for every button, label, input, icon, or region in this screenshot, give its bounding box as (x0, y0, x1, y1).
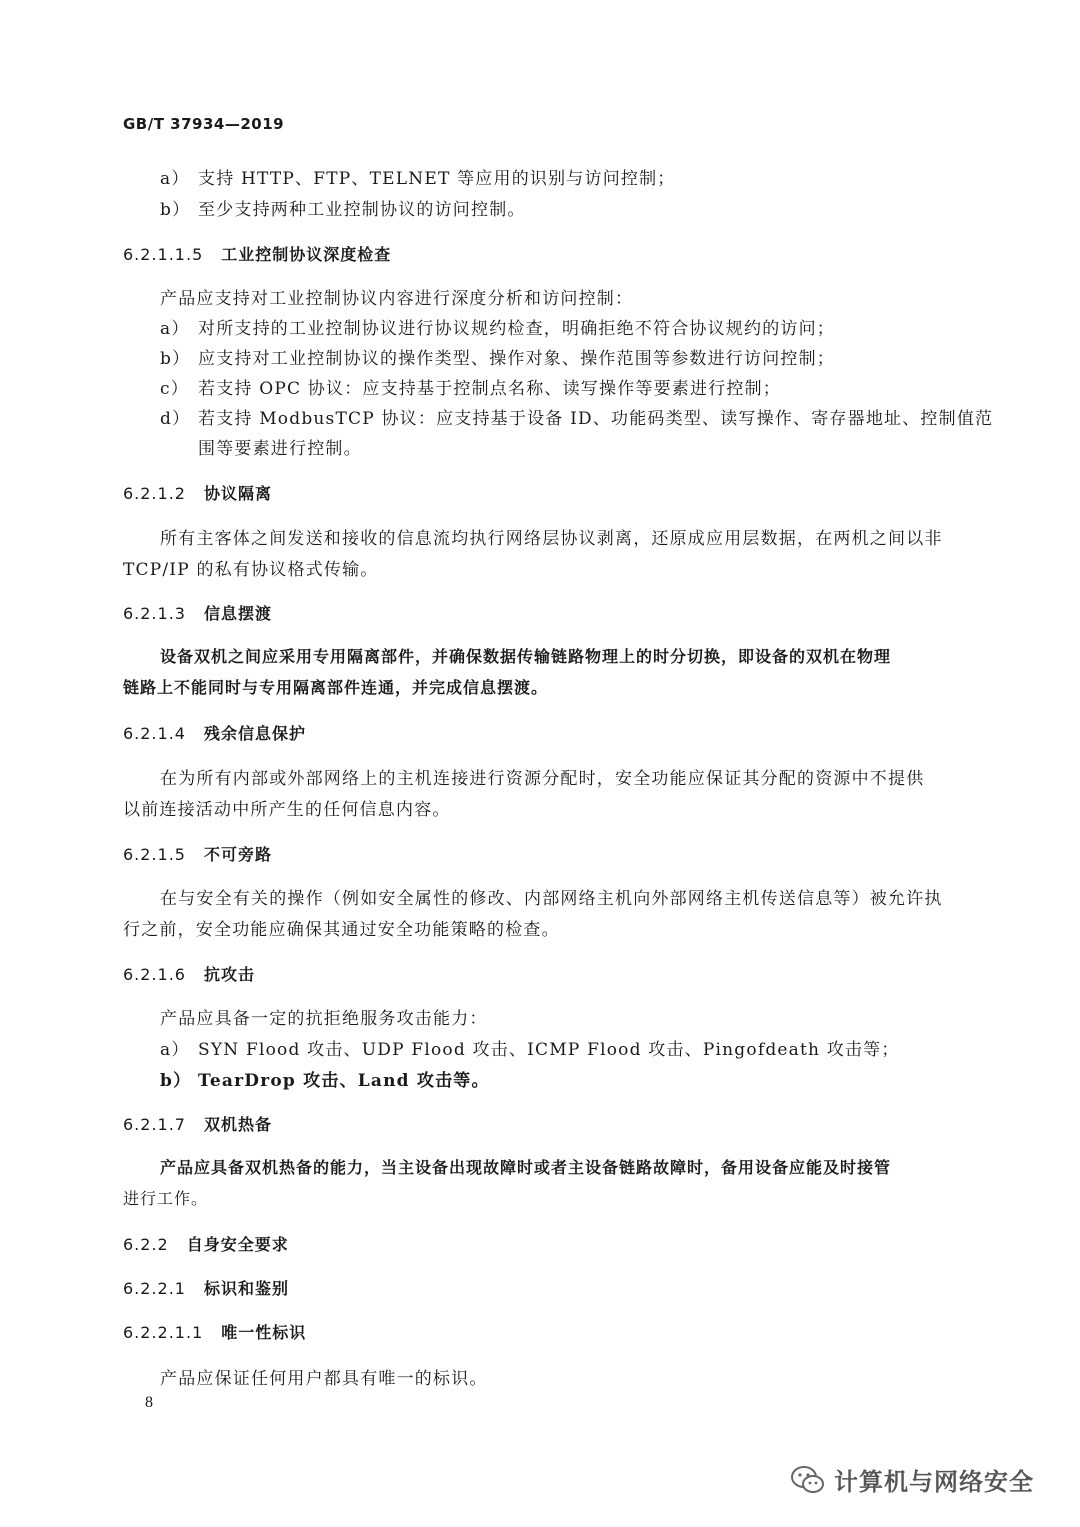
section-number: 6.2.2 (123, 1235, 169, 1254)
paragraph: 产品应保证任何用户都具有唯一的标识。 (160, 1369, 488, 1389)
section-title: 信息摆渡 (203, 604, 272, 623)
list-item (160, 344, 835, 369)
paragraph: 设备双机之间应采用专用隔离部件，并确保数据传输链路物理上的时分切换，即设备的双机在物理 (160, 647, 892, 666)
watermark (790, 1462, 1034, 1497)
list-item (160, 374, 781, 399)
section-heading (123, 601, 272, 624)
section-title: 自身安全要求 (186, 1235, 289, 1254)
section-heading (123, 1112, 272, 1135)
list-item-label: a） (160, 1040, 190, 1060)
list-item-continuation: 围等要素进行控制。 (198, 439, 362, 459)
section-number: 6.2.1.5 (123, 845, 186, 864)
list-item-label: b） (160, 200, 191, 220)
list-item-label: d） (160, 409, 191, 429)
section-title: 抗攻击 (203, 965, 255, 984)
paragraph-continuation: 以前连接活动中所产生的任何信息内容。 (123, 800, 451, 820)
page-number: 8 (145, 1394, 153, 1411)
section-number: 6.2.1.1.5 (123, 245, 204, 264)
section-title: 协议隔离 (203, 484, 272, 503)
list-item-text: 支持 HTTP、FTP、TELNET 等应用的识别与访问控制； (198, 169, 676, 189)
paragraph: 产品应具备双机热备的能力，当主设备出现故障时或者主设备链路故障时，备用设备应能及时接管 (160, 1158, 892, 1177)
section-title: 标识和鉴别 (203, 1279, 289, 1298)
wechat-icon (790, 1465, 826, 1495)
section-number: 6.2.1.4 (123, 724, 186, 743)
list-item-label: a） (160, 169, 190, 189)
watermark-text: 计算机与网络安全 (834, 1468, 1034, 1496)
section-heading (123, 1320, 306, 1343)
paragraph-continuation: 进行工作。 (123, 1189, 209, 1208)
list-item-text: 若支持 OPC 协议：应支持基于控制点名称、读写操作等要素进行控制； (198, 379, 781, 399)
list-item (160, 195, 526, 220)
section-title: 残余信息保护 (203, 724, 306, 743)
list-item-text: SYN Flood 攻击、UDP Flood 攻击、ICMP Flood 攻击、Pingofdeath 攻击等； (198, 1040, 900, 1060)
list-item-label: b） (160, 349, 191, 369)
section-number: 6.2.2.1 (123, 1279, 186, 1298)
list-item-text: 对所支持的工业控制协议进行协议规约检查，明确拒绝不符合协议规约的访问； (198, 319, 835, 339)
paragraph-continuation: 链路上不能同时与专用隔离部件连通，并完成信息摆渡。 (123, 678, 549, 697)
section-title: 工业控制协议深度检查 (221, 245, 392, 264)
list-item-text: 至少支持两种工业控制协议的访问控制。 (198, 200, 526, 220)
list-item-text: 若支持 ModbusTCP 协议：应支持基于设备 ID、功能码类型、读写操作、寄存器地址、控制值范 (198, 409, 994, 429)
paragraph: 产品应具备一定的抗拒绝服务攻击能力： (160, 1009, 488, 1029)
paragraph: 所有主客体之间发送和接收的信息流均执行网络层协议剥离，还原成应用层数据，在两机之间以非 (160, 529, 943, 549)
list-item-text: 应支持对工业控制协议的操作类型、操作对象、操作范围等参数进行访问控制； (198, 349, 835, 369)
section-heading (123, 1232, 289, 1255)
section-number: 6.2.1.6 (123, 965, 186, 984)
list-item-label: b） (160, 1071, 192, 1091)
list-item (160, 404, 993, 429)
section-title: 唯一性标识 (221, 1323, 307, 1342)
section-number: 6.2.1.2 (123, 484, 186, 503)
list-item (160, 314, 835, 339)
list-item (160, 1035, 900, 1060)
section-heading (123, 481, 272, 504)
list-item (160, 164, 676, 189)
section-heading (123, 842, 272, 865)
standard-code: GB/T 37934—2019 (123, 115, 285, 133)
list-item-label: a） (160, 319, 190, 339)
section-heading (123, 242, 391, 265)
paragraph: 在与安全有关的操作（例如安全属性的修改、内部网络主机向外部网络主机传送信息等）被允许执 (160, 889, 943, 909)
paragraph-continuation: TCP/IP 的私有协议格式传输。 (123, 560, 379, 580)
paragraph-continuation: 行之前，安全功能应确保其通过安全功能策略的检查。 (123, 920, 560, 940)
list-item-label: c） (160, 379, 189, 399)
section-title: 不可旁路 (203, 845, 272, 864)
section-number: 6.2.1.7 (123, 1115, 186, 1134)
list-item-text: TearDrop 攻击、Land 攻击等。 (198, 1071, 490, 1091)
paragraph: 在为所有内部或外部网络上的主机连接进行资源分配时，安全功能应保证其分配的资源中不提供 (160, 769, 925, 789)
section-title: 双机热备 (203, 1115, 272, 1134)
section-heading (123, 721, 306, 744)
section-number: 6.2.2.1.1 (123, 1323, 204, 1342)
section-heading (123, 1276, 289, 1299)
section-number: 6.2.1.3 (123, 604, 186, 623)
list-item (160, 1066, 490, 1091)
paragraph: 产品应支持对工业控制协议内容进行深度分析和访问控制： (160, 289, 634, 309)
section-heading (123, 962, 255, 985)
